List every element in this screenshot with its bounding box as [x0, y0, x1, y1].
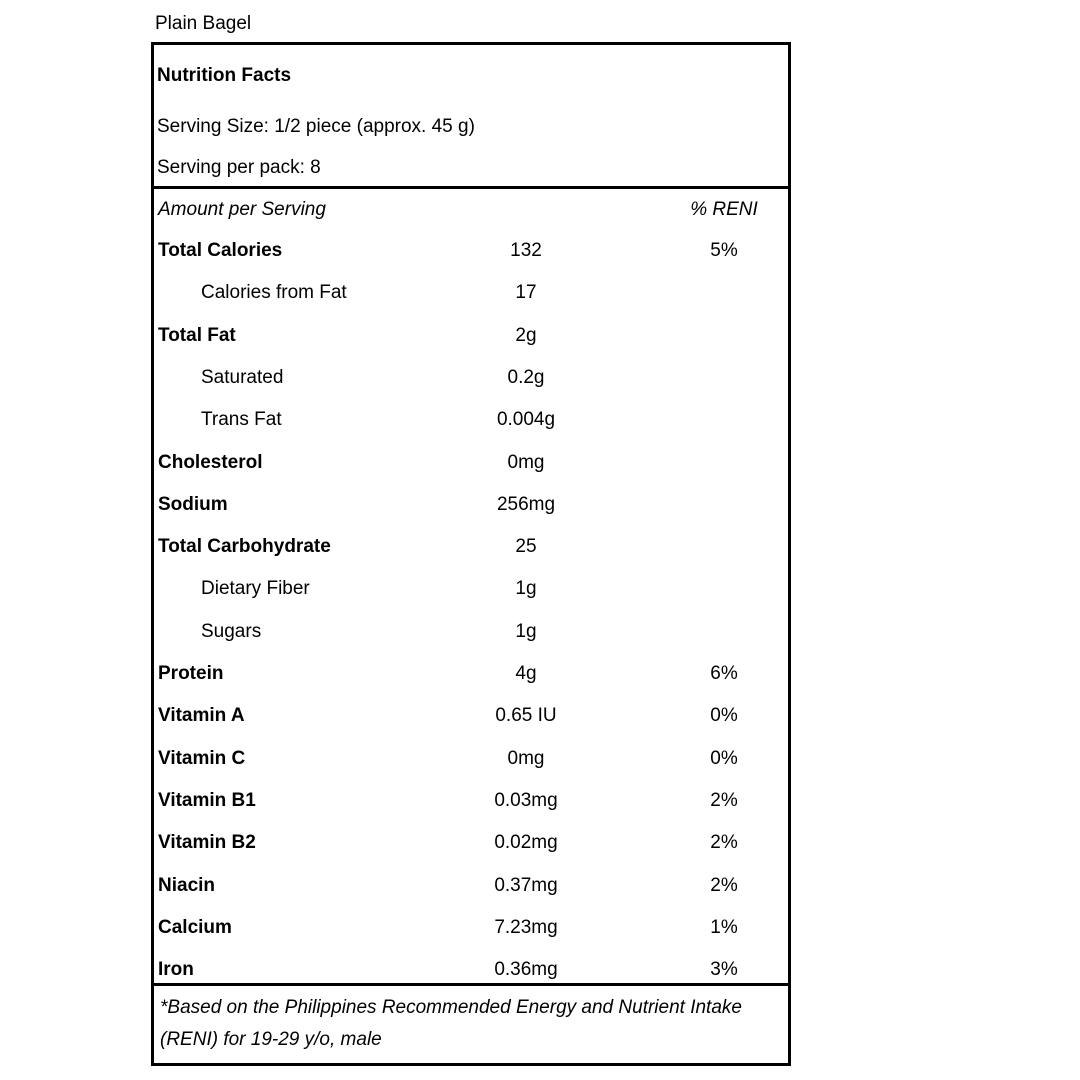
servings-per-pack: Serving per pack: 8 [157, 157, 321, 178]
nutrient-name: Sodium [158, 494, 228, 515]
nutrient-amount: 0.004g [496, 409, 556, 430]
nutrient-reni: 6% [710, 663, 738, 684]
footnote: *Based on the Philippines Recommended Energy and Nutrient Intake (RENI) for 19-29 y/o, male [160, 997, 742, 1050]
nutrient-amount: 2g [515, 325, 537, 346]
nutrient-reni: 5% [710, 240, 738, 261]
nutrient-reni: 2% [710, 875, 738, 896]
nutrient-name: Trans Fat [201, 409, 282, 430]
nutrient-name: Vitamin C [158, 748, 246, 769]
table-row [154, 325, 788, 355]
table-row [154, 832, 788, 862]
nutrient-amount: 0mg [507, 748, 545, 769]
nutrient-amount: 17 [515, 282, 537, 303]
nutrient-amount: 0.37mg [494, 875, 558, 896]
nutrient-amount: 4g [515, 663, 537, 684]
table-row [154, 452, 788, 482]
label-header [154, 45, 788, 189]
nutrient-name: Vitamin A [158, 705, 245, 726]
nutrient-name: Vitamin B1 [158, 790, 256, 811]
table-row [154, 705, 788, 735]
nutrient-amount: 7.23mg [494, 917, 558, 938]
nutrient-amount: 1g [515, 621, 537, 642]
table-row [154, 282, 788, 312]
nutrient-amount: 0.36mg [494, 959, 558, 980]
nutrient-amount: 0.02mg [494, 832, 558, 853]
nutrient-name: Iron [158, 959, 194, 980]
table-row [154, 875, 788, 905]
nutrient-name: Saturated [201, 367, 284, 388]
nutrient-name: Calories from Fat [201, 282, 347, 303]
table-row [154, 240, 788, 270]
label-title: Nutrition Facts [157, 65, 292, 86]
nutrient-name: Total Calories [158, 240, 283, 261]
nutrient-name: Total Fat [158, 325, 236, 346]
nutrient-amount: 0mg [507, 452, 545, 473]
nutrient-amount: 0.2g [507, 367, 545, 388]
nutrient-name: Protein [158, 663, 224, 684]
table-row [154, 917, 788, 947]
nutrition-label [151, 42, 791, 1066]
amount-per-serving-label: Amount per Serving [158, 199, 326, 220]
nutrient-reni: 2% [710, 790, 738, 811]
nutrient-reni: 1% [710, 917, 738, 938]
footnote-section [154, 983, 788, 1063]
table-row [154, 748, 788, 778]
table-row [154, 578, 788, 608]
nutrient-reni: 2% [710, 832, 738, 853]
product-name: Plain Bagel [155, 13, 252, 34]
nutrient-name: Vitamin B2 [158, 832, 256, 853]
nutrient-name: Total Carbohydrate [158, 536, 331, 557]
nutrient-reni: 0% [710, 705, 738, 726]
table-row [154, 536, 788, 566]
table-row [154, 790, 788, 820]
table-row [154, 367, 788, 397]
nutrient-reni: 3% [710, 959, 738, 980]
table-row [154, 621, 788, 651]
nutrient-name: Niacin [158, 875, 216, 896]
column-header-row [154, 199, 788, 229]
nutrient-name: Sugars [201, 621, 262, 642]
table-row [154, 409, 788, 439]
serving-size: Serving Size: 1/2 piece (approx. 45 g) [157, 116, 475, 137]
table-row [154, 663, 788, 693]
nutrient-amount: 256mg [496, 494, 556, 515]
nutrient-amount: 25 [515, 536, 537, 557]
nutrient-amount: 0.65 IU [495, 705, 557, 726]
nutrient-name: Dietary Fiber [201, 578, 310, 599]
nutrient-amount: 0.03mg [494, 790, 558, 811]
reni-column-label: % RENI [690, 199, 758, 220]
nutrient-amount: 1g [515, 578, 537, 599]
table-row [154, 494, 788, 524]
nutrient-reni: 0% [710, 748, 738, 769]
nutrient-name: Calcium [158, 917, 232, 938]
nutrient-amount: 132 [510, 240, 542, 261]
nutrient-name: Cholesterol [158, 452, 263, 473]
